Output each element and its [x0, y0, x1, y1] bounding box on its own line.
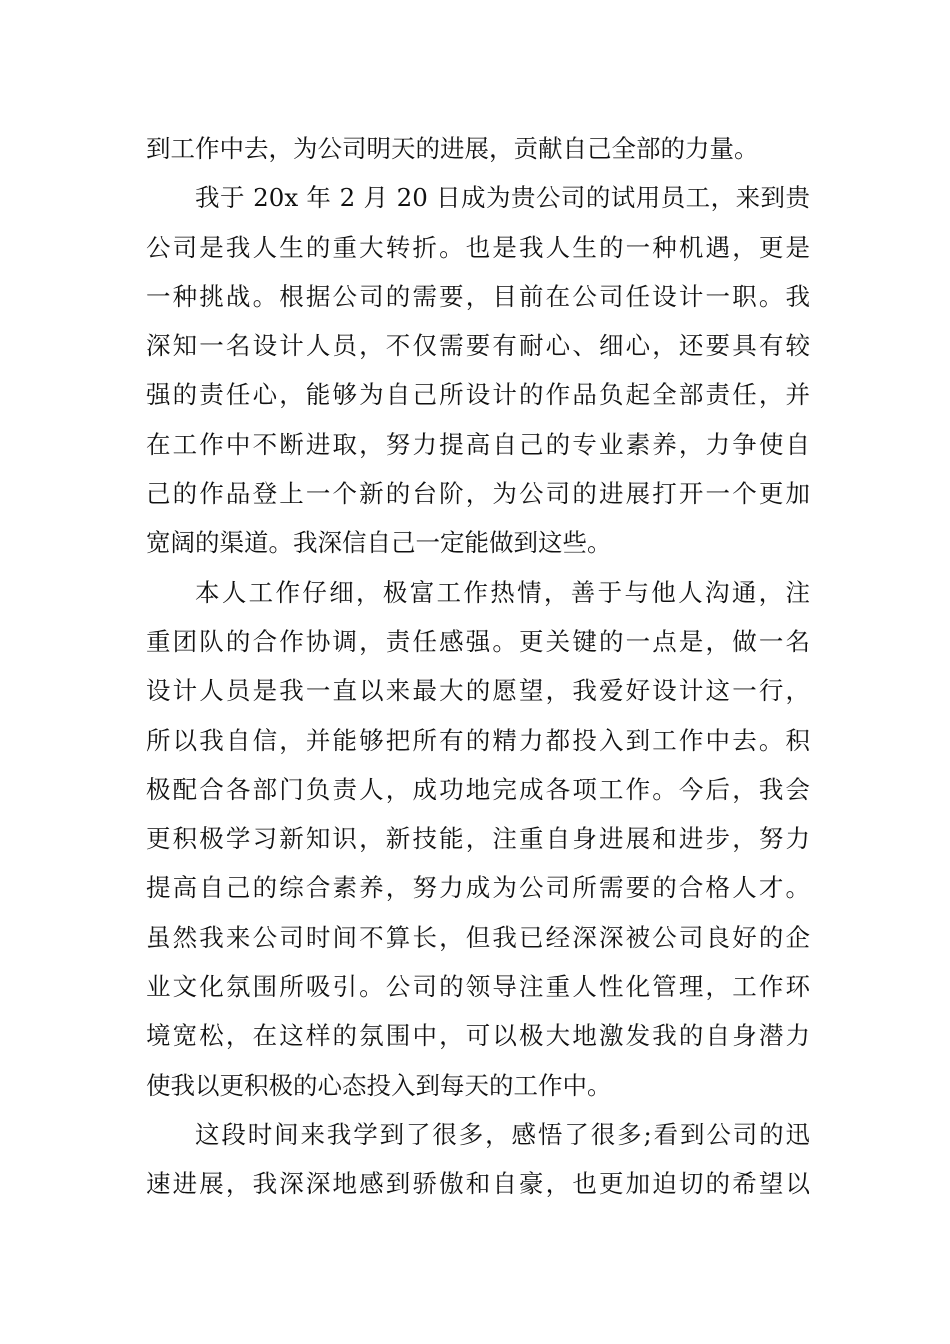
text-line: 更积极学习新知识，新技能，注重自身进展和进步，努力	[146, 824, 810, 854]
text-line: 一种挑战。根据公司的需要，目前在公司任设计一职。我	[146, 281, 810, 311]
text-line: 这段时间来我学到了很多，感悟了很多;看到公司的迅	[195, 1119, 810, 1149]
text-line: 境宽松，在这样的氛围中，可以极大地激发我的自身潜力	[146, 1021, 810, 1051]
text-line: 设计人员是我一直以来最大的愿望，我爱好设计这一行，	[146, 676, 810, 706]
text-line: 极配合各部门负责人，成功地完成各项工作。今后，我会	[146, 774, 810, 804]
text-line: 使我以更积极的心态投入到每天的工作中。	[146, 1070, 612, 1100]
text-line: 提高自己的综合素养，努力成为公司所需要的合格人才。	[146, 873, 810, 903]
text-line: 业文化氛围所吸引。公司的领导注重人性化管理，工作环	[146, 972, 810, 1002]
text-line: 宽阔的渠道。我深信自己一定能做到这些。	[146, 528, 612, 558]
text-line: 虽然我来公司时间不算长，但我已经深深被公司良好的企	[146, 922, 810, 952]
text-line: 到工作中去，为公司明天的进展，贡献自己全部的力量。	[146, 134, 759, 163]
text-line: 深知一名设计人员，不仅需要有耐心、细心，还要具有较	[146, 331, 810, 361]
text-line: 速进展，我深深地感到骄傲和自豪，也更加迫切的希望以	[146, 1169, 810, 1199]
text-line: 在工作中不断进取，努力提高自己的专业素养，力争使自	[146, 429, 810, 459]
text-line: 重团队的合作协调，责任感强。更关键的一点是，做一名	[146, 626, 810, 656]
text-line: 强的责任心，能够为自己所设计的作品负起全部责任，并	[146, 380, 810, 410]
text-line: 所以我自信，并能够把所有的精力都投入到工作中去。积	[146, 725, 810, 755]
text-line: 公司是我人生的重大转折。也是我人生的一种机遇，更是	[146, 232, 810, 262]
text-line: 己的作品登上一个新的台阶，为公司的进展打开一个更加	[146, 479, 810, 509]
body-text	[146, 124, 810, 1209]
text-line: 我于 20x 年 2 月 20 日成为贵公司的试用员工，来到贵	[195, 183, 810, 213]
text-line: 本人工作仔细，极富工作热情，善于与他人沟通，注	[195, 577, 810, 607]
